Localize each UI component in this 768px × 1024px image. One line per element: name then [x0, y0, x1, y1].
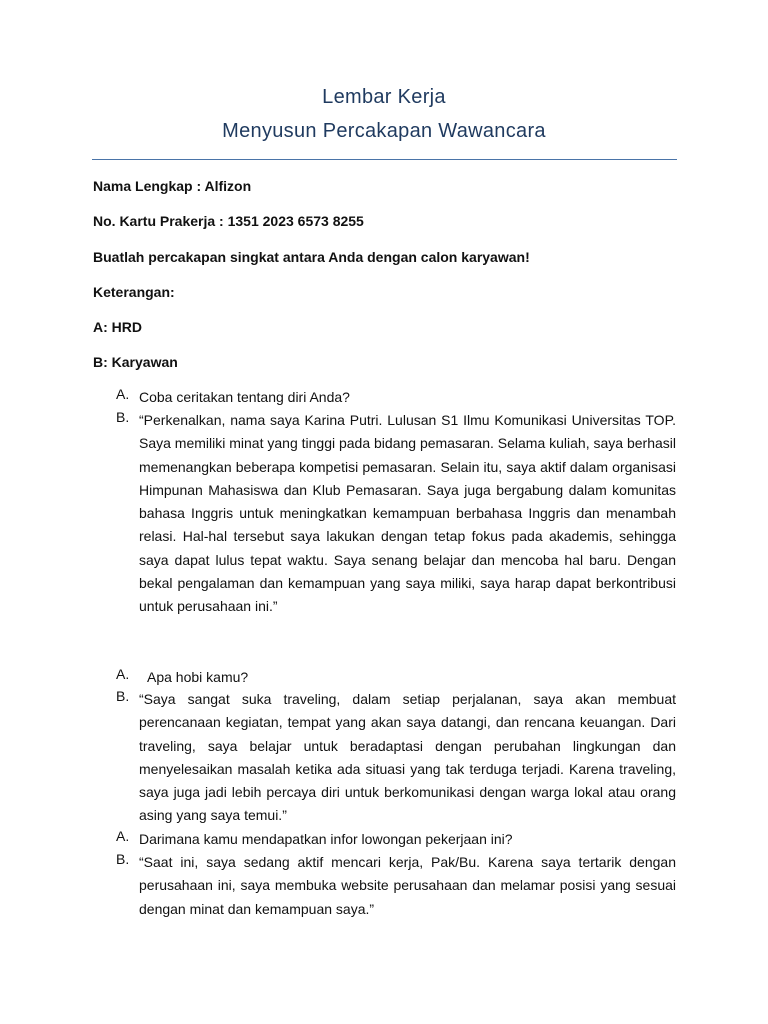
list-marker: A. — [116, 386, 130, 402]
answer-item — [116, 688, 676, 828]
answer-text: “Perkenalkan, nama saya Karina Putri. Lulusan S1 Ilmu Komunikasi Universitas TOP. Saya memiliki minat yang tinggi pada bidang pemasaran. Selama kuliah, saya berhasil memenangkan beberapa kompetisi pemasaran. Selain itu, saya aktif dalam organisasi Himpunan Mahasiswa dan Klub Pemasaran. Saya juga bergabung dalam komunitas bahasa Inggris untuk meningkatkan kemampuan berbahasa Inggris dan menambah relasi. Hal-hal tersebut saya lakukan dengan tetap fokus pada akademis, sehingga saya dapat lulus tepat waktu. Saya senang belajar dan mencoba hal baru. Dengan bekal pengalaman dan kemampuan yang saya miliki, saya harap dapat berkontribusi untuk perusahaan ini.” — [139, 412, 676, 615]
answer-item — [116, 851, 676, 921]
instruksi: Buatlah percakapan singkat antara Anda dengan calon karyawan! — [93, 249, 530, 265]
answer-text: “Saat ini, saya sedang aktif mencari kerja, Pak/Bu. Karena saya tertarik dengan perusahaan ini, saya membuka website perusahaan dan melamar posisi yang sesuai dengan minat dan kemampuan saya.” — [139, 854, 676, 917]
list-marker: B. — [116, 688, 130, 704]
legend-karyawan: B: Karyawan — [93, 354, 178, 370]
document-title: Lembar Kerja — [322, 86, 446, 108]
question-item — [116, 386, 676, 409]
question-item — [116, 666, 676, 689]
list-marker: B. — [116, 851, 130, 867]
nama-lengkap: Nama Lengkap : Alfizon — [93, 178, 252, 194]
question-text: Apa hobi kamu? — [147, 669, 249, 685]
answer-item — [116, 409, 676, 619]
nomor-kartu-prakerja: No. Kartu Prakerja : 1351 2023 6573 8255 — [93, 213, 364, 229]
question-text: Coba ceritakan tentang diri Anda? — [139, 389, 350, 405]
keterangan-label: Keterangan: — [93, 284, 175, 300]
list-marker: A. — [116, 828, 130, 844]
list-marker: A. — [116, 666, 130, 682]
title-divider — [92, 159, 677, 160]
legend-hrd: A: HRD — [93, 319, 142, 335]
question-text: Darimana kamu mendapatkan infor lowongan pekerjaan ini? — [139, 831, 513, 847]
answer-text: “Saya sangat suka traveling, dalam setiap perjalanan, saya akan membuat perencanaan kegiatan, tempat yang akan saya datangi, dan rencana keuangan. Dari traveling, saya belajar untuk beradaptasi dengan perubahan lingkungan dan menyelesaikan masalah ketika ada situasi yang tak terduga terjadi. Karena traveling, saya juga jadi lebih percaya diri untuk berkomunikasi dengan warga lokal atau orang asing yang saya temui.” — [139, 691, 676, 824]
question-item — [116, 828, 676, 851]
list-marker: B. — [116, 409, 130, 425]
document-subtitle: Menyusun Percakapan Wawancara — [222, 120, 546, 142]
